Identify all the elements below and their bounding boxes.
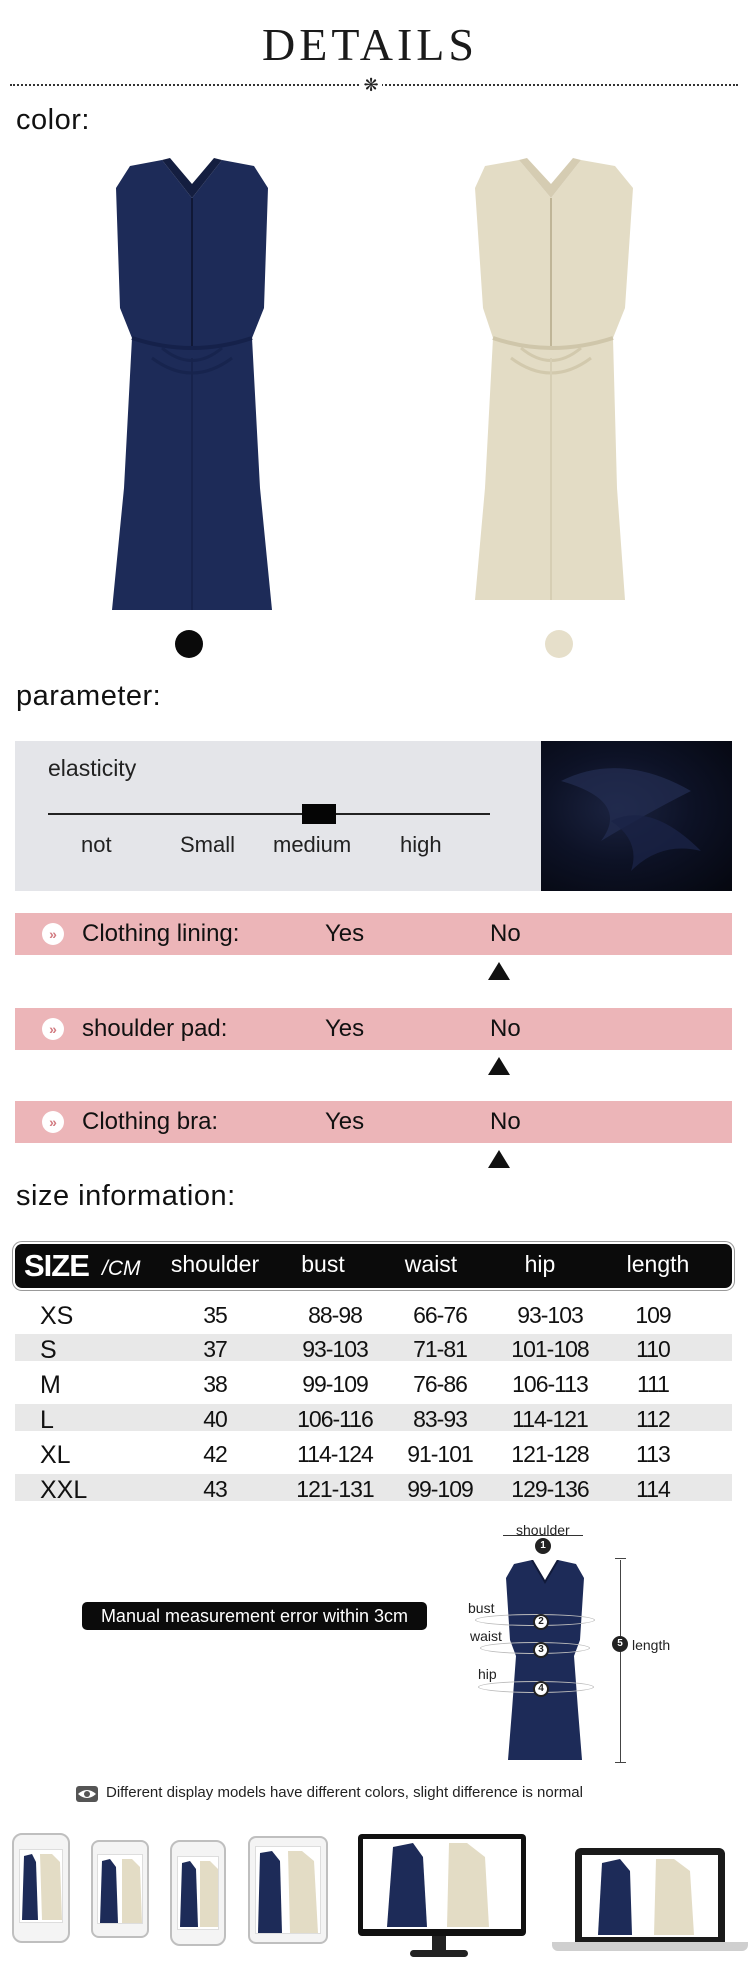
marker-4-icon: 4 xyxy=(533,1681,549,1697)
eye-icon xyxy=(76,1786,98,1802)
marker-3-icon: 3 xyxy=(533,1642,549,1658)
measurement-dress-image xyxy=(500,1560,590,1762)
laptop-base xyxy=(552,1942,748,1951)
column-header-waist: waist xyxy=(404,1251,458,1277)
cell-length: 114 xyxy=(636,1476,670,1502)
phone-3-image xyxy=(170,1840,226,1946)
marker-2-icon: 2 xyxy=(533,1614,549,1630)
cell-shoulder: 37 xyxy=(203,1336,227,1362)
elasticity-scale xyxy=(48,813,490,815)
cell-hip: 129-136 xyxy=(511,1476,589,1502)
table-row xyxy=(0,1476,750,1506)
cell-bust: 106-116 xyxy=(297,1406,373,1432)
waist-label: waist xyxy=(470,1628,502,1644)
ornament-icon: ❋ xyxy=(360,74,382,96)
cell-waist: 91-101 xyxy=(407,1441,473,1467)
cell-hip: 121-128 xyxy=(511,1441,589,1467)
marker-1-icon: 1 xyxy=(535,1538,551,1554)
color-swatch-beige[interactable] xyxy=(545,630,573,658)
shoulder-line xyxy=(503,1535,583,1536)
page-title: DETAILS xyxy=(262,19,478,70)
navy-dress-image xyxy=(92,158,292,618)
shoulder-pad-row xyxy=(15,1008,732,1050)
cell-length: 113 xyxy=(636,1441,670,1467)
option-label: Clothing bra: xyxy=(82,1108,219,1135)
chevron-right-icon: » xyxy=(42,923,64,945)
elasticity-panel xyxy=(15,741,543,891)
clothing-lining-row xyxy=(15,913,732,955)
measurement-note: Manual measurement error within 3cm xyxy=(82,1602,427,1630)
cell-length: 111 xyxy=(637,1371,669,1397)
option-yes: Yes xyxy=(325,1108,365,1135)
phone-2-image xyxy=(91,1840,149,1938)
elasticity-level-not: not xyxy=(81,832,112,857)
cell-bust: 93-103 xyxy=(302,1336,368,1362)
table-row xyxy=(0,1441,750,1471)
unit-label: /CM xyxy=(102,1257,141,1280)
parameter-heading: parameter: xyxy=(16,680,162,712)
display-color-disclaimer: Different display models have different colors, slight difference is normal xyxy=(106,1784,583,1801)
length-label: length xyxy=(632,1637,671,1653)
cell-hip: 114-121 xyxy=(512,1406,588,1432)
cell-waist: 66-76 xyxy=(413,1302,467,1328)
option-yes: Yes xyxy=(325,1015,365,1042)
size-table-header xyxy=(15,1244,732,1288)
elasticity-level-small: Small xyxy=(180,832,236,857)
clothing-bra-row xyxy=(15,1101,732,1143)
tablet-image xyxy=(248,1836,328,1944)
color-swatch-navy[interactable] xyxy=(175,630,203,658)
cell-size: XS xyxy=(40,1302,74,1330)
cell-waist: 76-86 xyxy=(413,1371,467,1397)
hip-label: hip xyxy=(478,1666,497,1682)
elasticity-marker xyxy=(302,804,336,824)
cell-bust: 121-131 xyxy=(296,1476,374,1502)
elasticity-level-high: high xyxy=(400,832,442,857)
cell-bust: 99-109 xyxy=(302,1371,368,1397)
cell-size: M xyxy=(40,1371,61,1399)
color-heading: color: xyxy=(16,104,90,136)
cell-size: L xyxy=(40,1406,54,1434)
cell-waist: 99-109 xyxy=(407,1476,473,1502)
option-no: No xyxy=(490,920,521,947)
column-header-bust: bust xyxy=(301,1251,345,1277)
cell-shoulder: 38 xyxy=(203,1371,227,1397)
column-header-length: length xyxy=(626,1251,690,1277)
cell-shoulder: 35 xyxy=(203,1302,227,1328)
monitor-base xyxy=(410,1950,468,1957)
option-label: shoulder pad: xyxy=(82,1015,228,1042)
cell-size: XL xyxy=(40,1441,71,1469)
option-no: No xyxy=(490,1015,521,1042)
selected-indicator-icon xyxy=(488,1150,510,1168)
cell-hip: 101-108 xyxy=(511,1336,589,1362)
option-label: Clothing lining: xyxy=(82,920,240,947)
table-row xyxy=(0,1336,750,1366)
cell-length: 110 xyxy=(636,1336,670,1362)
cell-hip: 106-113 xyxy=(512,1371,588,1397)
bust-label: bust xyxy=(468,1600,495,1616)
beige-dress-image xyxy=(455,158,655,618)
fabric-closeup-image xyxy=(541,741,732,891)
size-information-heading: size information: xyxy=(16,1180,236,1212)
cell-shoulder: 42 xyxy=(203,1441,227,1467)
cell-shoulder: 40 xyxy=(203,1406,227,1432)
table-row xyxy=(0,1371,750,1401)
length-line xyxy=(620,1560,621,1762)
elasticity-level-medium: medium xyxy=(273,832,352,857)
length-cap-bottom xyxy=(615,1762,626,1763)
cell-waist: 71-81 xyxy=(413,1336,467,1362)
shoulder-label: shoulder xyxy=(516,1522,570,1538)
size-column-header: SIZE xyxy=(24,1248,89,1283)
laptop-image xyxy=(575,1848,725,1942)
cell-shoulder: 43 xyxy=(203,1476,227,1502)
length-cap-top xyxy=(615,1558,626,1559)
cell-bust: 114-124 xyxy=(297,1441,373,1467)
cell-size: XXL xyxy=(40,1476,88,1504)
elasticity-title: elasticity xyxy=(48,755,137,781)
marker-5-icon: 5 xyxy=(612,1636,628,1652)
cell-hip: 93-103 xyxy=(517,1302,583,1328)
cell-bust: 88-98 xyxy=(308,1302,362,1328)
option-yes: Yes xyxy=(325,920,365,947)
phone-1-image xyxy=(12,1833,70,1943)
cell-size: S xyxy=(40,1336,57,1364)
selected-indicator-icon xyxy=(488,1057,510,1075)
table-row xyxy=(0,1302,750,1332)
column-header-shoulder: shoulder xyxy=(170,1251,260,1277)
cell-waist: 83-93 xyxy=(413,1406,467,1432)
cell-length: 112 xyxy=(636,1406,670,1432)
selected-indicator-icon xyxy=(488,962,510,980)
column-header-hip: hip xyxy=(524,1251,556,1277)
option-no: No xyxy=(490,1108,521,1135)
monitor-image xyxy=(358,1834,526,1936)
chevron-right-icon: » xyxy=(42,1018,64,1040)
cell-length: 109 xyxy=(635,1302,671,1328)
table-row xyxy=(0,1406,750,1436)
chevron-right-icon: » xyxy=(42,1111,64,1133)
